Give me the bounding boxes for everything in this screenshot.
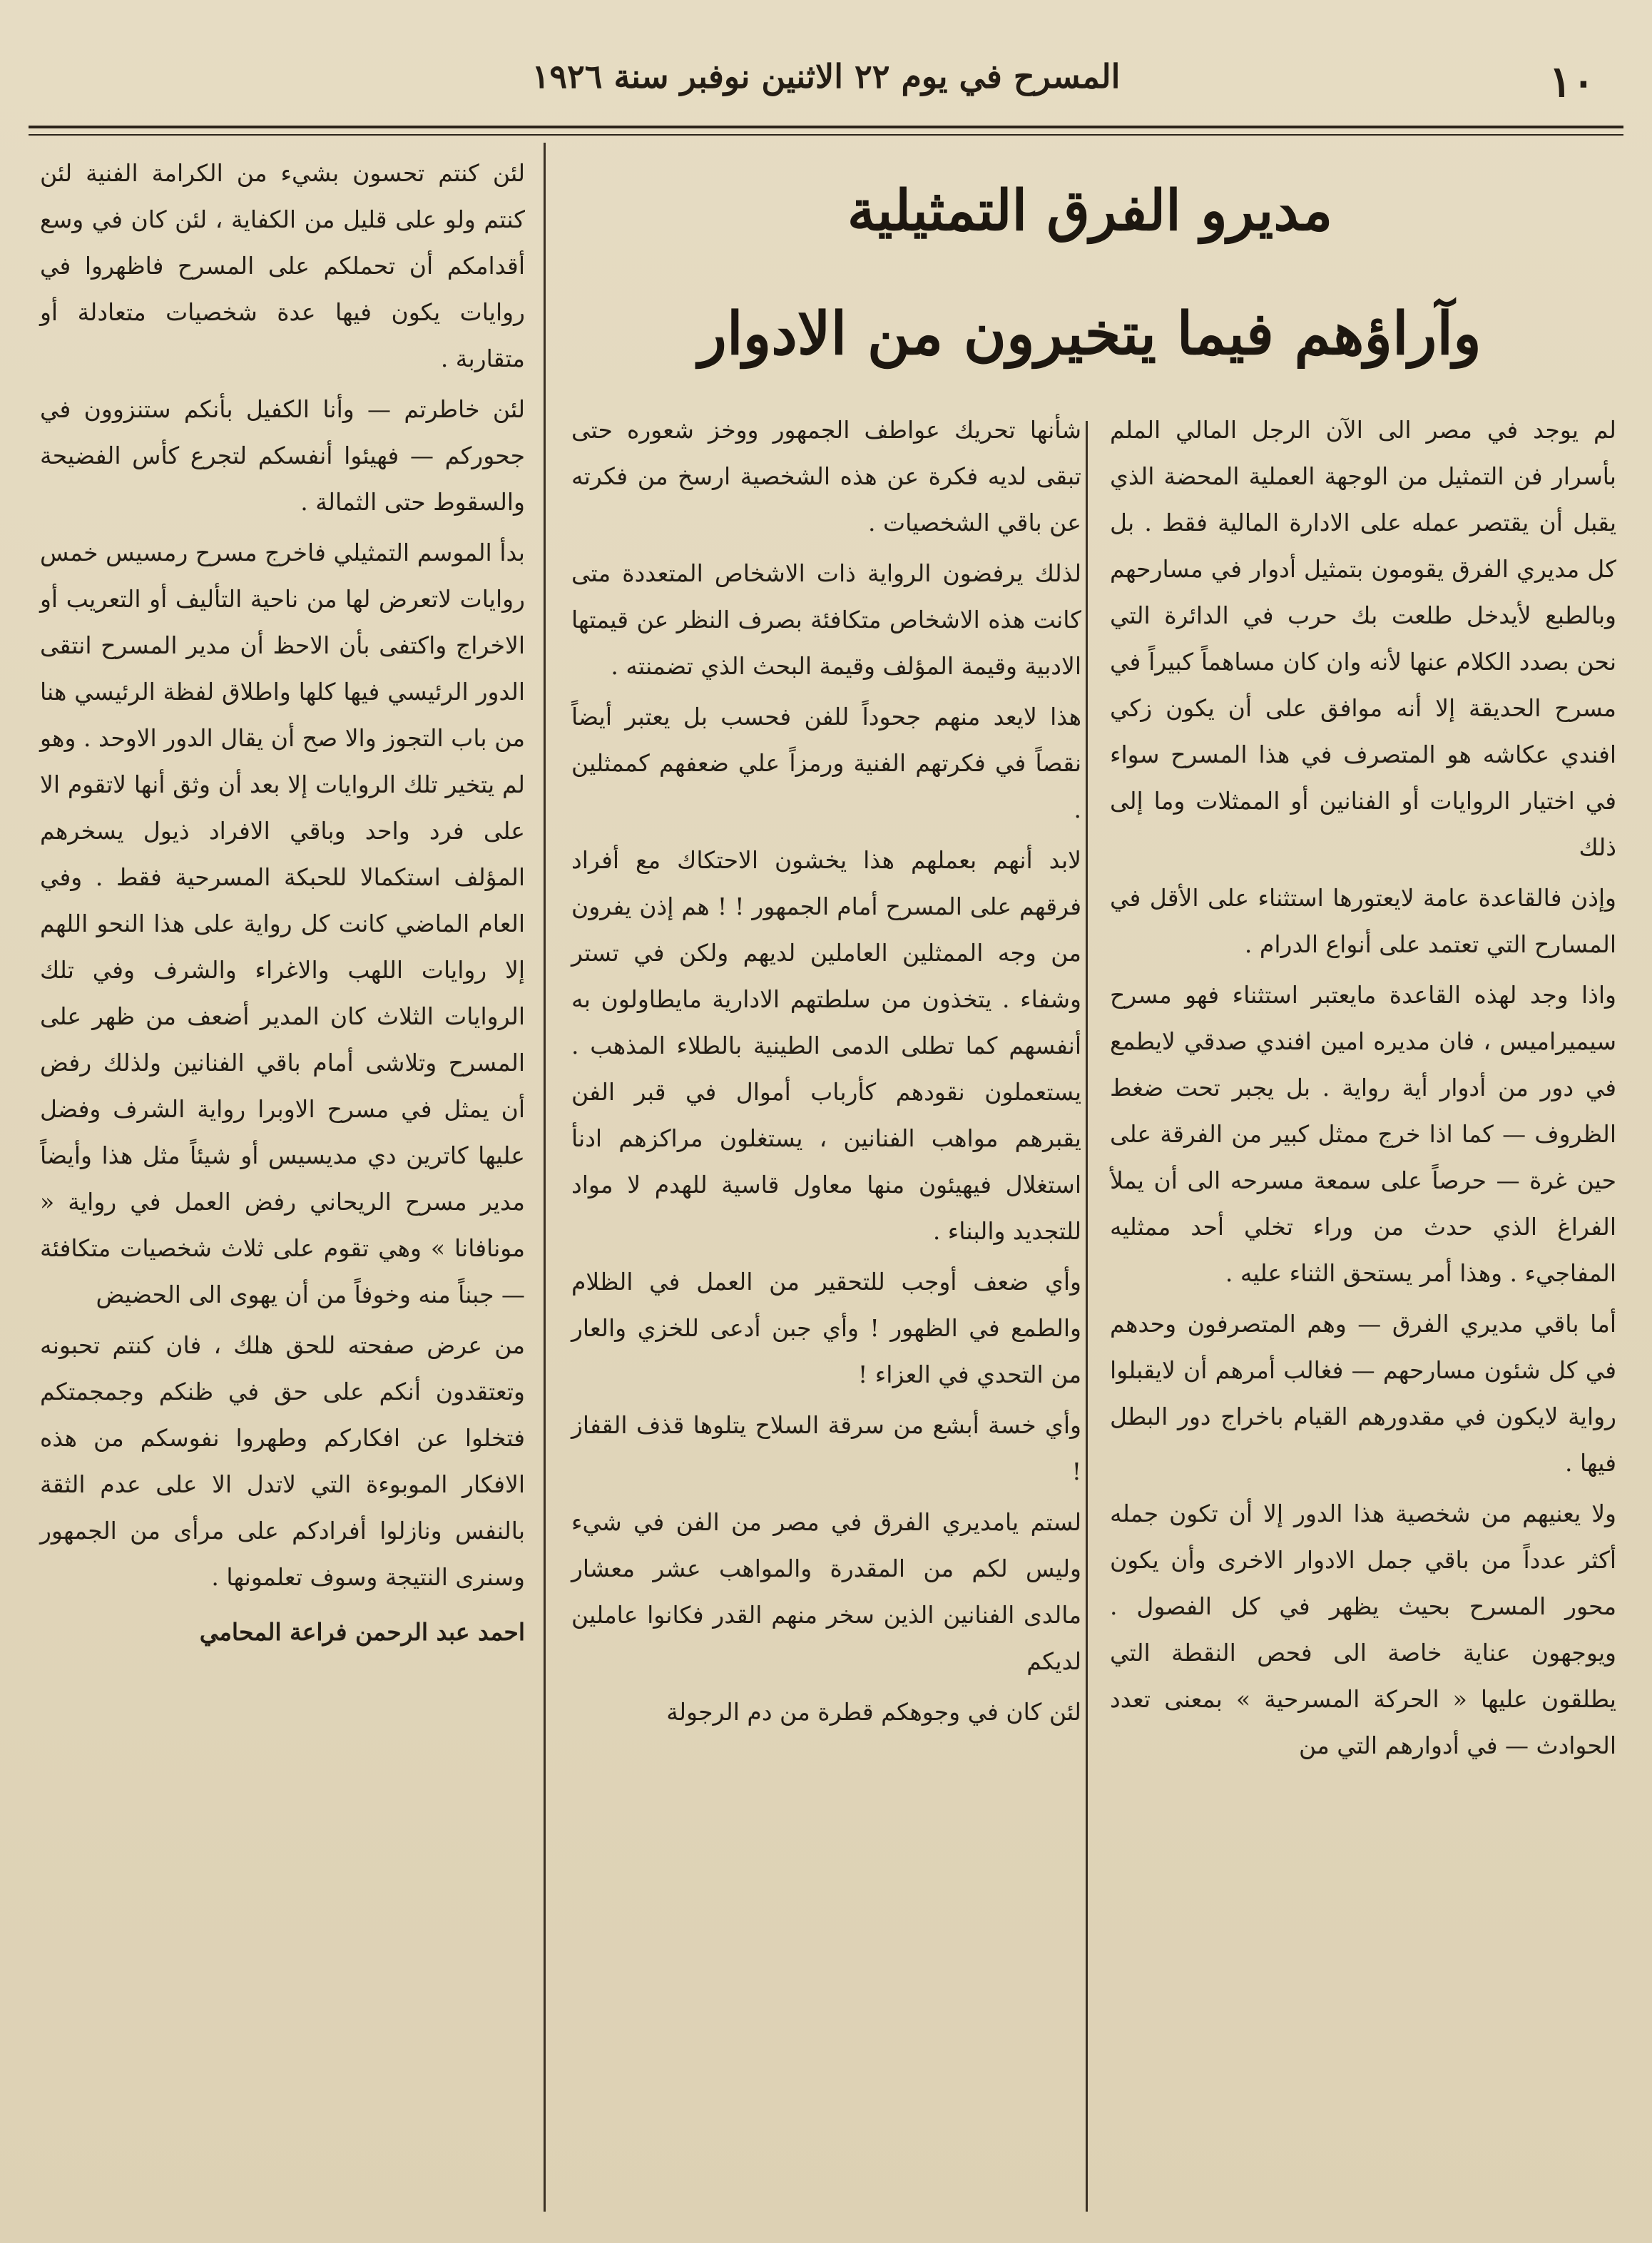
- paragraph: وإذن فالقاعدة عامة لايعتورها استثناء على الأقل في المسارح التي تعتمد على أنواع الدرام .: [1110, 884, 1616, 958]
- paragraph: لئن كنتم تحسون بشيء من الكرامة الفنية لئن كنتم ولو على قليل من الكفاية ، لئن كان في وسع أقدامكم أن تحملكم على المسرح فاظهروا في روايات يكون فيها عدة شخصيات متعادلة أو متقاربة .: [40, 159, 525, 372]
- paragraph: لابد أنهم بعملهم هذا يخشون الاحتكاك مع أفراد فرقهم على المسرح أمام الجمهور ! ! هم إذن يفرون من وجه الممثلين العاملين لديهم ولكن في تستر وشفاء . يتخذون من سلطتهم الادارية مايطاولون به أنفسهم كما تطلى الدمى الطينية بالطلاء المذهب . يستعملون نقودهم كأرباب أموال في قبر الفن يقبرهم مواهب الفنانين ، يستغلون مراكزهم ادنأ استغلال فيهيئون منها معاول قاسية للهدم لا مواد للتجديد والبناء .: [571, 846, 1081, 1245]
- paragraph: لذلك يرفضون الرواية ذات الاشخاص المتعددة متى كانت هذه الاشخاص متكافئة بصرف النظر عن قيمتها الادبية وقيمة المؤلف وقيمة البحث الذي تضمنته .: [571, 559, 1081, 680]
- paragraph: من عرض صفحته للحق هلك ، فان كنتم تحبونه وتعتقدون أنكم على حق في ظنكم وجمجمتكم فتخلوا عن افكاركم وطهروا نفوسكم من هذه الافكار الموبوءة التي لاتدل الا على عدم الثقة بالنفس ونازلوا أفرادكم على مرأى من الجمهور وسنرى النتيجة وسوف تعلمونها .: [40, 1331, 525, 1591]
- page-number: ١٠: [1549, 57, 1595, 107]
- article-column-right: [1110, 407, 1616, 1773]
- page-header: [29, 43, 1623, 128]
- paragraph: أما باقي مديري الفرق — وهم المتصرفون وحدهم في كل شئون مسارحهم — فغالب أمرهم أن لايقبلوا رواية لايكون في مقدورهم القيام باخراج دور البطل فيها .: [1110, 1310, 1616, 1477]
- paragraph: لم يوجد في مصر الى الآن الرجل المالي الملم بأسرار فن التمثيل من الوجهة العملية المحضة الذي يقبل أن يقتصر عمله على الادارة المالية فقط . بل كل مديري الفرق يقومون بتمثيل أدوار في مسارحهم وبالطبع لأيدخل طلعت بك حرب في الدائرة التي نحن بصدد الكلام عنها لأنه وان كان مساهماً كبيراً في مسرح الحديقة إلا أنه موافق على أن يكون زكي افندي عكاشه هو المتصرف في هذا المسرح سواء في اختيار الروايات أو الفنانين أو الممثلات وما إلى ذلك: [1110, 416, 1616, 861]
- author-signature: احمد عبد الرحمن فراعة المحامي: [199, 1618, 525, 1646]
- column-divider: [544, 143, 546, 2212]
- paragraph: بدأ الموسم التمثيلي فاخرج مسرح رمسيس خمس روايات لاتعرض لها من ناحية التأليف أو التعريب أو الاخراج واكتفى بأن الاحظ أن مدير المسرح انتقى الدور الرئيسي فيها كلها واطلاق لفظة الرئيسي هنا من باب التجوز والا صح أن يقال الدور الاوحد . وهو لم يتخير تلك الروايات إلا بعد أن وثق أنها لاتقوم الا على فرد واحد وباقي الافراد ذيول يسخرهم المؤلف استكمالا للحبكة المسرحية فقط . وفي العام الماضي كانت كل رواية على هذا النحو اللهم إلا روايات اللهب والاغراء والشرف وفي تلك الروايات الثلاث كان المدير أضعف من ظهر على المسرح وتلاشى أمام باقي الفنانين ولذلك رفض أن يمثل في مسرح الاوبرا رواية الشرف وفضل عليها كاترين دي مديسيس أو شيئاً مثل هذا وأيضاً مدير مسرح الريحاني رفض العمل في رواية « مونافانا » وهي تقوم على ثلاث شخصيات متكافئة — جبناً منه وخوفاً من أن يهوى الى الحضيض: [40, 539, 525, 1308]
- paragraph: لئن خاطرتم — وأنا الكفيل بأنكم ستنزوون في جحوركم — فهيئوا أنفسكم لتجرع كأس الفضيحة والسقوط حتى الثمالة .: [40, 395, 525, 516]
- headline-line-1: مديرو الفرق التمثيلية: [847, 178, 1333, 243]
- paragraph: لستم يامديري الفرق في مصر من الفن في شيء وليس لكم من المقدرة والمواهب عشر معشار مالدى الفنانين الذين سخر منهم القدر فكانوا عاملين لديكم: [571, 1508, 1081, 1675]
- paragraph: لئن كان في وجوهكم قطرة من دم الرجولة: [666, 1698, 1081, 1726]
- article-column-middle: [571, 407, 1081, 1739]
- header-rule: [29, 126, 1623, 136]
- paragraph: شأنها تحريك عواطف الجمهور ووخز شعوره حتى تبقى لديه فكرة عن هذه الشخصية ارسخ من فكرته عن باقي الشخصيات .: [571, 416, 1081, 536]
- paragraph: ولا يعنيهم من شخصية هذا الدور إلا أن تكون جمله أكثر عدداً من باقي جمل الادوار الاخرى وأن يكون محور المسرح بحيث يظهر في كل الفصول . ويوجهون عناية خاصة الى فحص النقطة التي يطلقون عليها « الحركة المسرحية » بمعنى تعدد الحوادث — في أدوارهم التي من: [1110, 1500, 1616, 1759]
- paragraph: وأي ضعف أوجب للتحقير من العمل في الظلام والطمع في الظهور ! وأي جبن أدعى للخزي والعار من التحدي في العزاء !: [571, 1268, 1081, 1388]
- header-title: المسرح في يوم ٢٢ الاثنين نوفبر سنة ١٩٢٦: [531, 57, 1121, 96]
- headline-line-2: وآراؤهم فيما يتخيرون من الادوار: [698, 300, 1482, 368]
- paragraph: هذا لايعد منهم جحوداً للفن فحسب بل يعتبر أيضاً نقصاً في فكرتهم الفنية ورمزاً علي ضعفهم كممثلين .: [571, 703, 1081, 823]
- paragraph: واذا وجد لهذه القاعدة مايعتبر استثناء فهو مسرح سيميراميس ، فان مديره امين افندي صدقي لايطمع في دور من أدوار أية رواية . بل يجبر تحت ضغط الظروف — كما اذا خرج ممثل كبير من الفرقة على حين غرة — حرصاً على سمعة مسرحه الى أن يملأ الفراغ الذي حدث من وراء تخلي أحد ممثليه المفاجيء . وهذا أمر يستحق الثناء عليه .: [1110, 981, 1616, 1287]
- article-column-left: [40, 150, 525, 1659]
- paragraph: وأي خسة أبشع من سرقة السلاح يتلوها قذف القفاز !: [571, 1411, 1081, 1485]
- column-divider: [1086, 421, 1088, 2212]
